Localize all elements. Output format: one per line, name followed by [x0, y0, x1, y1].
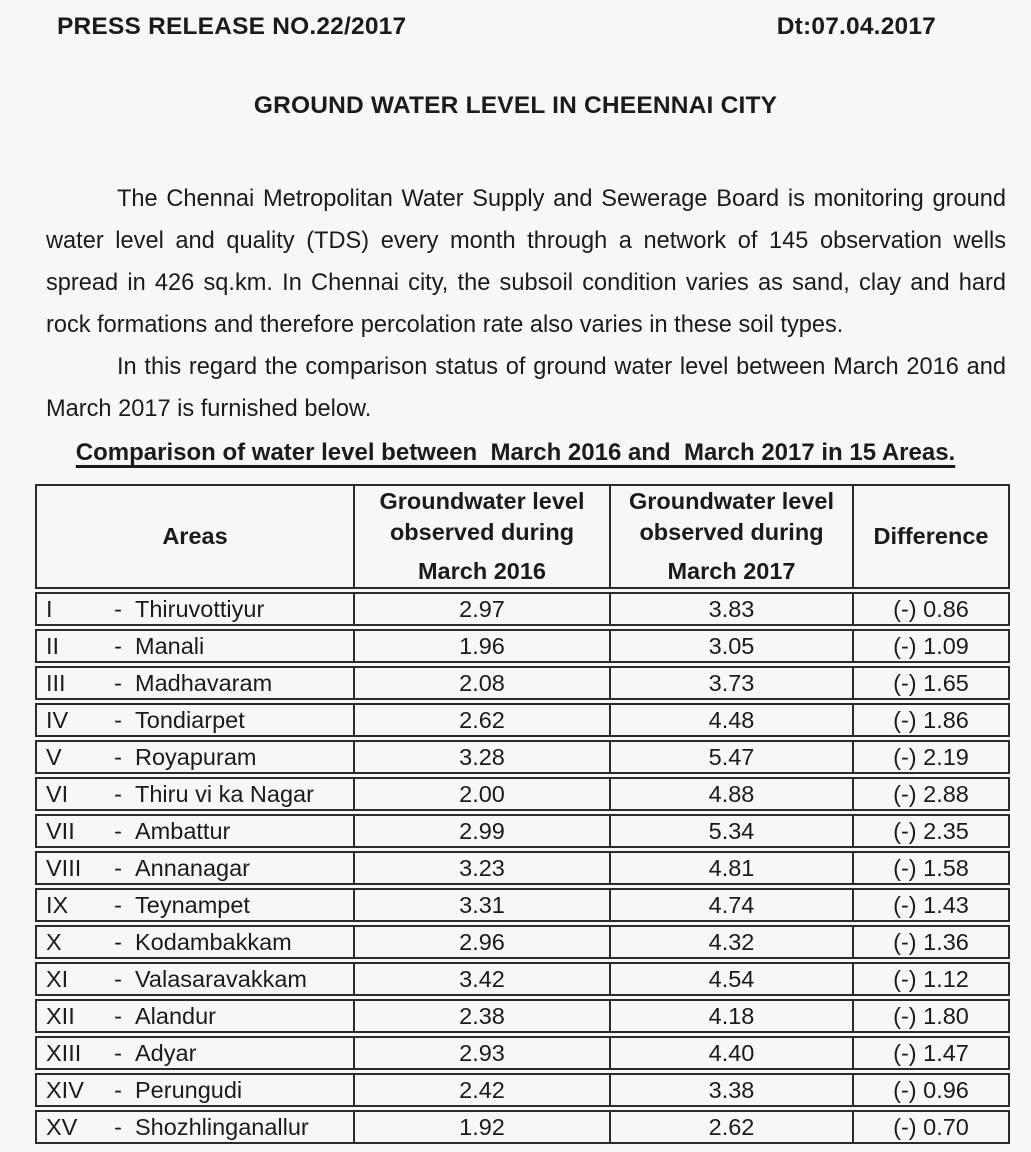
area-cell: [35, 1073, 353, 1107]
area-numeral: XIV: [46, 1076, 84, 1103]
area-cell: [35, 962, 353, 996]
table-row: [35, 851, 1010, 885]
difference-value: (-) 1.47: [852, 1036, 1010, 1070]
table-row: [35, 1110, 1010, 1144]
area-numeral: V: [46, 743, 62, 770]
area-numeral: IV: [46, 706, 69, 733]
area-name: Adyar: [135, 1039, 197, 1066]
area-numeral: XIII: [46, 1039, 82, 1066]
area-separator: -: [114, 891, 122, 918]
table-row: [35, 888, 1010, 922]
area-cell: [35, 888, 353, 922]
level-march-2017: 4.54: [609, 962, 852, 996]
area-cell: [35, 851, 353, 885]
level-march-2016: 2.00: [353, 777, 609, 811]
area-cell: [35, 999, 353, 1033]
area-cell: [35, 666, 353, 700]
area-name: Shozhlinganallur: [135, 1113, 309, 1140]
table-row: [35, 1036, 1010, 1070]
level-march-2016: 2.62: [353, 703, 609, 737]
level-march-2017: 5.47: [609, 740, 852, 774]
area-cell: [35, 1036, 353, 1070]
column-header-difference: Difference: [852, 484, 1010, 589]
level-march-2017: 4.74: [609, 888, 852, 922]
document-body: [46, 178, 1006, 430]
level-march-2017: 4.40: [609, 1036, 852, 1070]
area-name: Ambattur: [135, 817, 231, 844]
area-cell: [35, 703, 353, 737]
difference-value: (-) 1.36: [852, 925, 1010, 959]
table-row: [35, 777, 1010, 811]
level-march-2016: 2.96: [353, 925, 609, 959]
table-row: [35, 703, 1010, 737]
difference-value: (-) 1.09: [852, 629, 1010, 663]
difference-value: (-) 1.80: [852, 999, 1010, 1033]
area-numeral: XV: [46, 1113, 78, 1140]
table-row: [35, 666, 1010, 700]
difference-value: (-) 0.70: [852, 1110, 1010, 1144]
comparison-table: [35, 481, 1010, 1147]
level-march-2017: 3.05: [609, 629, 852, 663]
level-march-2017: 3.73: [609, 666, 852, 700]
header-line: observed during: [639, 519, 824, 545]
area-separator: -: [114, 928, 122, 955]
area-cell: [35, 814, 353, 848]
difference-value: (-) 1.86: [852, 703, 1010, 737]
area-name: Perungudi: [135, 1076, 243, 1103]
header-line: March 2016: [417, 558, 547, 584]
area-name: Tondiarpet: [135, 706, 245, 733]
level-march-2017: 2.62: [609, 1110, 852, 1144]
area-separator: -: [114, 854, 122, 881]
level-march-2017: 4.81: [609, 851, 852, 885]
area-cell: [35, 629, 353, 663]
document-header: [0, 0, 1031, 41]
area-numeral: VIII: [46, 854, 82, 881]
table-heading: Comparison of water level between March 2016 and March 2017 in 15 Areas.: [75, 439, 956, 466]
area-separator: -: [114, 1002, 122, 1029]
press-release-number: PRESS RELEASE NO.22/2017: [57, 13, 407, 40]
level-march-2017: 3.38: [609, 1073, 852, 1107]
area-separator: -: [114, 595, 122, 622]
table-row: [35, 592, 1010, 626]
area-cell: [35, 1110, 353, 1144]
paragraph-comparison: In this regard the comparison status of ground water level between March 2016 and March 2017 is furnished below.: [46, 354, 1006, 422]
area-separator: -: [114, 743, 122, 770]
level-march-2016: 3.28: [353, 740, 609, 774]
table-header-row: [35, 484, 1010, 589]
difference-value: (-) 0.96: [852, 1073, 1010, 1107]
area-numeral: XI: [46, 965, 69, 992]
area-separator: -: [114, 632, 122, 659]
level-march-2017: 5.34: [609, 814, 852, 848]
level-march-2016: 2.93: [353, 1036, 609, 1070]
area-numeral: III: [46, 669, 66, 696]
area-separator: -: [114, 965, 122, 992]
level-march-2017: 4.88: [609, 777, 852, 811]
level-march-2016: 3.23: [353, 851, 609, 885]
column-header-march-2017: [609, 484, 852, 589]
area-numeral: IX: [46, 891, 69, 918]
area-name: Royapuram: [135, 743, 257, 770]
table-row: [35, 740, 1010, 774]
area-cell: [35, 592, 353, 626]
level-march-2016: 2.38: [353, 999, 609, 1033]
difference-value: (-) 2.88: [852, 777, 1010, 811]
level-march-2016: 1.96: [353, 629, 609, 663]
table-row: [35, 962, 1010, 996]
area-separator: -: [114, 1039, 122, 1066]
level-march-2016: 2.42: [353, 1073, 609, 1107]
area-numeral: XII: [46, 1002, 75, 1029]
level-march-2017: 3.83: [609, 592, 852, 626]
level-march-2016: 1.92: [353, 1110, 609, 1144]
area-numeral: VI: [46, 780, 69, 807]
area-name: Valasaravakkam: [135, 965, 307, 992]
table-row: [35, 814, 1010, 848]
header-line: Groundwater level: [628, 488, 835, 514]
header-line: Groundwater level: [379, 488, 585, 514]
area-separator: -: [114, 669, 122, 696]
level-march-2016: 3.31: [353, 888, 609, 922]
area-numeral: II: [46, 632, 60, 659]
header-line: March 2017: [667, 558, 796, 584]
area-numeral: X: [46, 928, 62, 955]
area-separator: -: [114, 1076, 122, 1103]
area-name: Alandur: [135, 1002, 216, 1029]
area-separator: -: [114, 817, 122, 844]
area-name: Annanagar: [135, 854, 250, 881]
area-cell: [35, 777, 353, 811]
difference-value: (-) 1.58: [852, 851, 1010, 885]
difference-value: (-) 2.35: [852, 814, 1010, 848]
area-numeral: VII: [46, 817, 75, 844]
area-cell: [35, 925, 353, 959]
level-march-2016: 2.99: [353, 814, 609, 848]
level-march-2016: 3.42: [353, 962, 609, 996]
area-separator: -: [114, 706, 122, 733]
area-name: Thiru vi ka Nagar: [135, 780, 314, 807]
area-name: Teynampet: [135, 891, 250, 918]
difference-value: (-) 2.19: [852, 740, 1010, 774]
area-separator: -: [114, 780, 122, 807]
area-separator: -: [114, 1113, 122, 1140]
area-name: Kodambakkam: [135, 928, 292, 955]
level-march-2016: 2.08: [353, 666, 609, 700]
page-title: GROUND WATER LEVEL IN CHEENNAI CITY: [253, 92, 778, 119]
area-name: Thiruvottiyur: [135, 595, 265, 622]
level-march-2016: 2.97: [353, 592, 609, 626]
area-name: Madhavaram: [135, 669, 273, 696]
column-header-areas: Areas: [35, 484, 353, 589]
area-name: Manali: [135, 632, 205, 659]
paragraph-intro: The Chennai Metropolitan Water Supply and Sewerage Board is monitoring ground water level and quality (TDS) every month through a network of 145 observation wells spread in 426 sq.km. In Chennai city, the subsoil condition varies as sand, clay and hard rock formations and therefore percolation rate also varies in these soil types.: [46, 186, 1006, 338]
level-march-2017: 4.48: [609, 703, 852, 737]
table-row: [35, 999, 1010, 1033]
difference-value: (-) 1.43: [852, 888, 1010, 922]
column-header-march-2016: [353, 484, 609, 589]
table-row: [35, 629, 1010, 663]
table-row: [35, 925, 1010, 959]
difference-value: (-) 0.86: [852, 592, 1010, 626]
difference-value: (-) 1.65: [852, 666, 1010, 700]
level-march-2017: 4.18: [609, 999, 852, 1033]
level-march-2017: 4.32: [609, 925, 852, 959]
table-row: [35, 1073, 1010, 1107]
area-numeral: I: [46, 595, 53, 622]
area-cell: [35, 740, 353, 774]
difference-value: (-) 1.12: [852, 962, 1010, 996]
document-date: Dt:07.04.2017: [776, 13, 936, 40]
header-line: observed during: [389, 519, 575, 545]
